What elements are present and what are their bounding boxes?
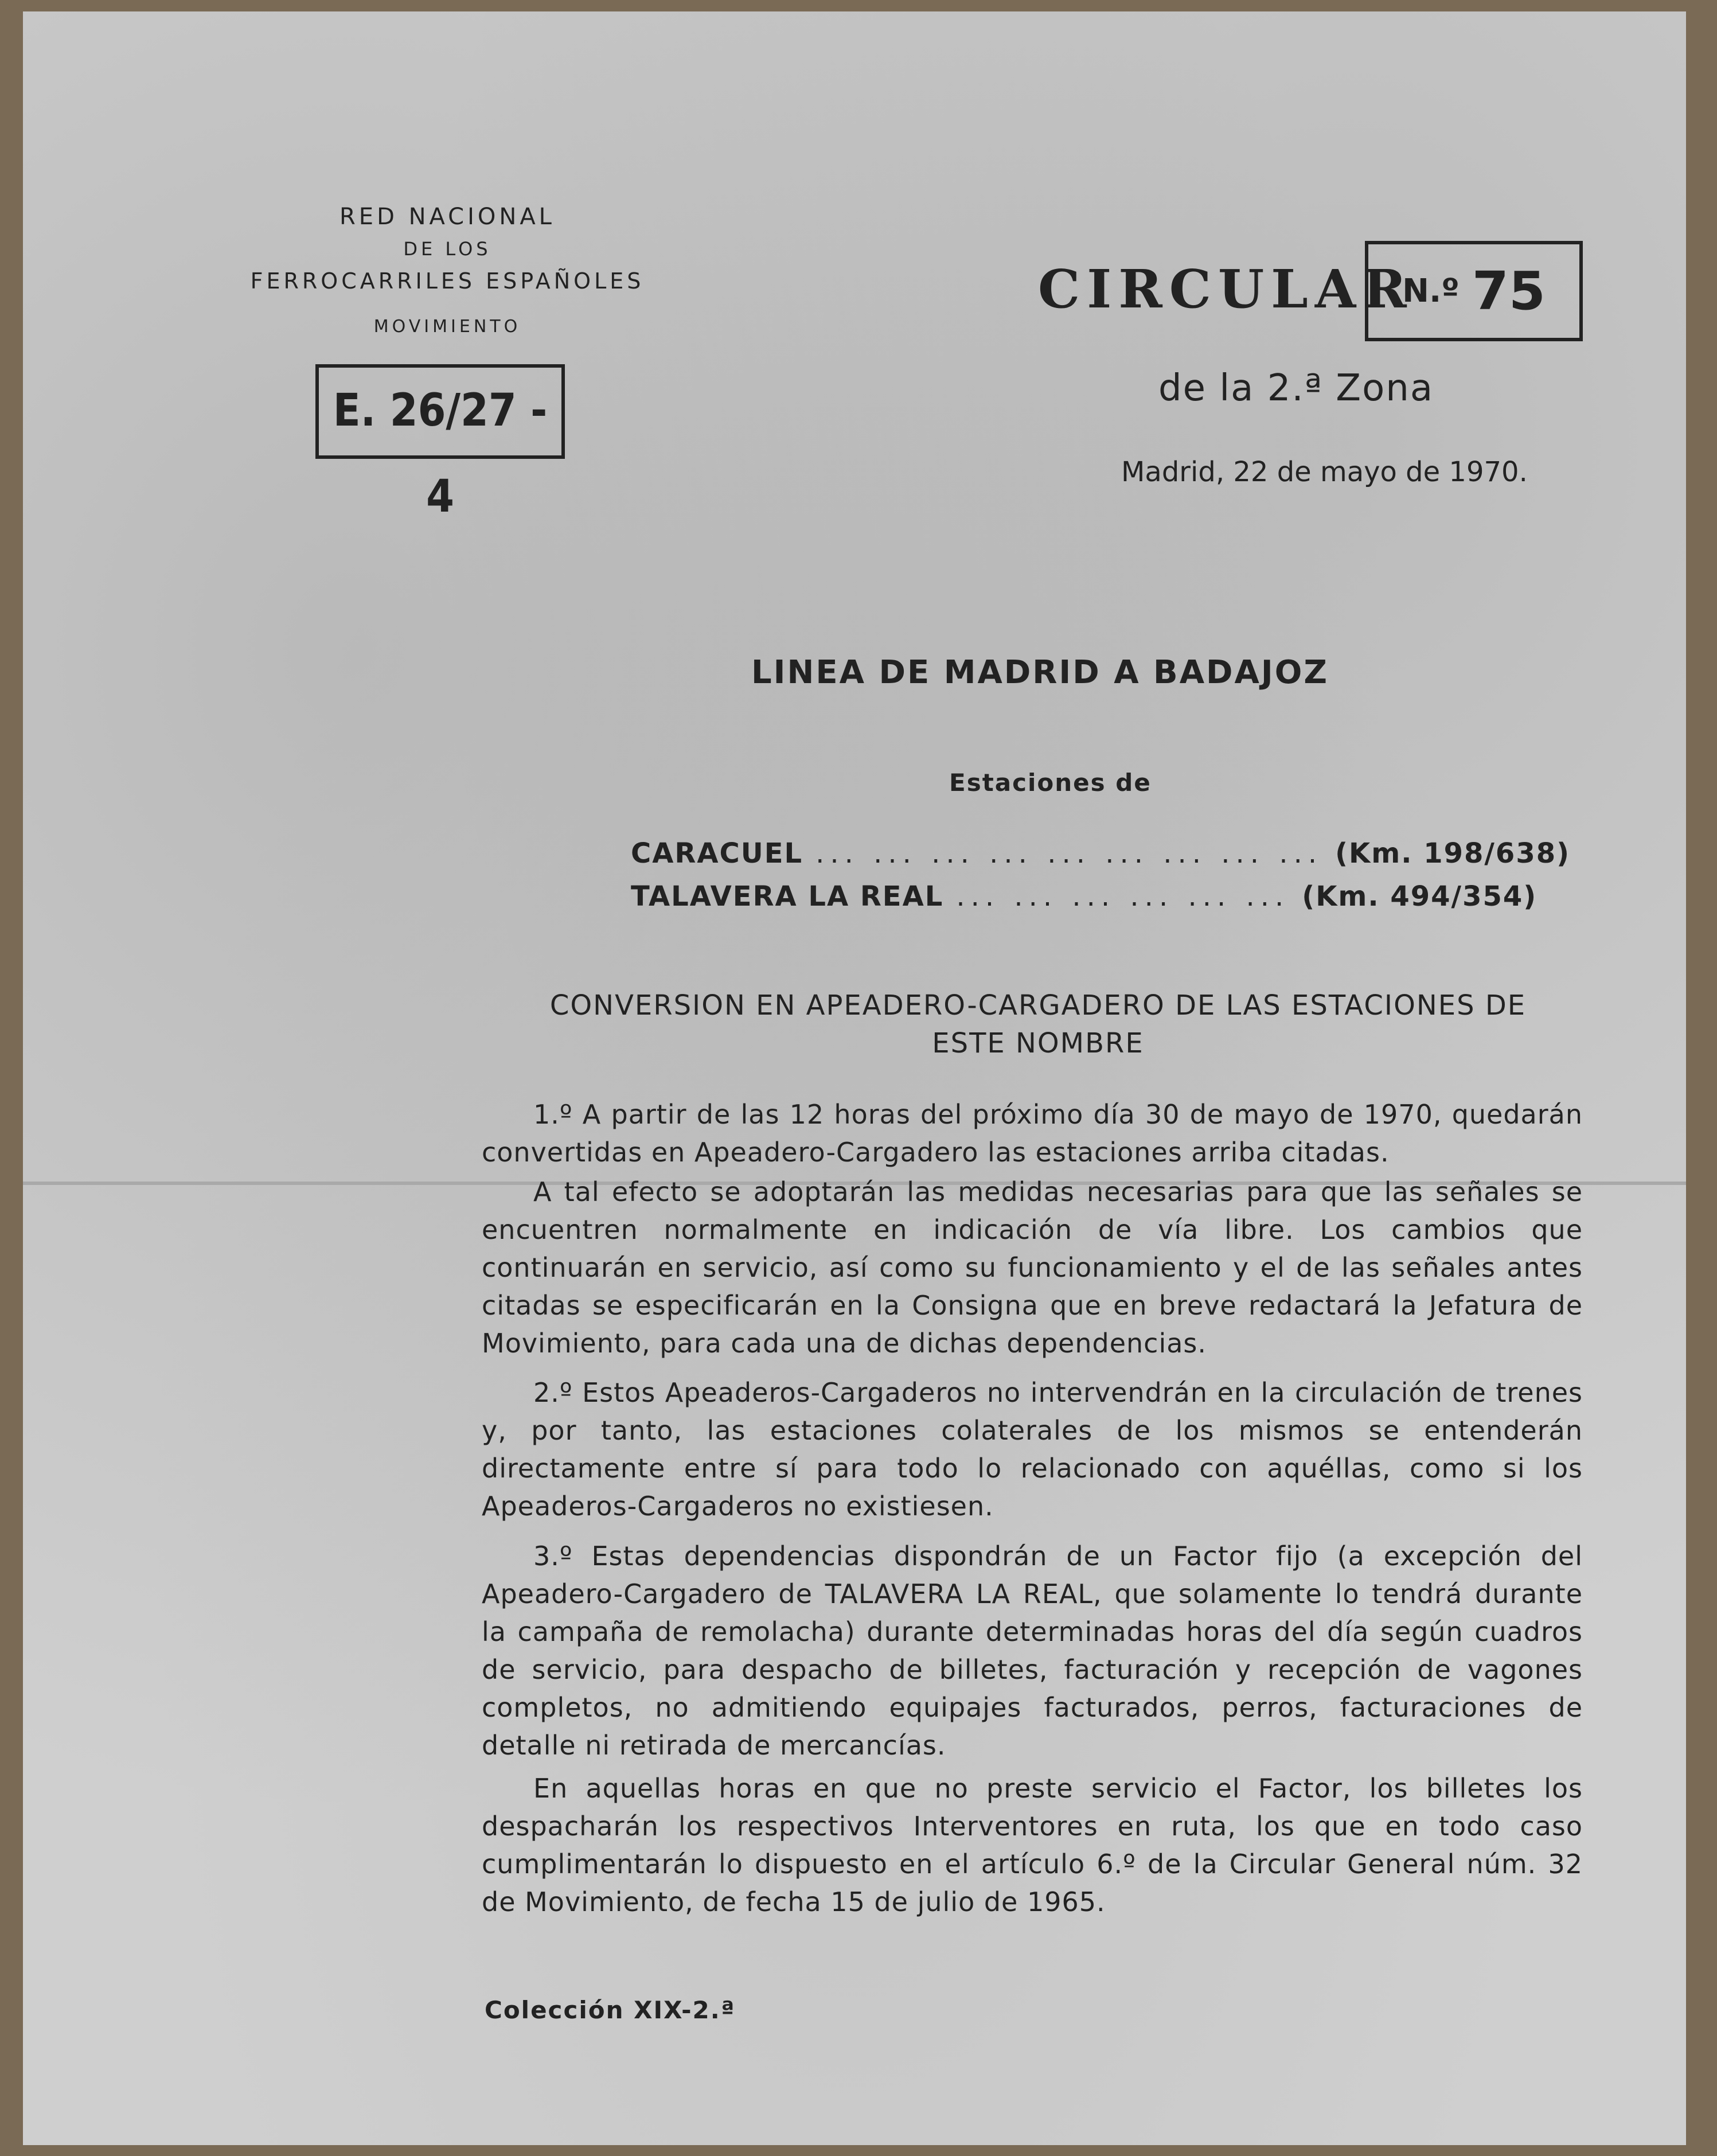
paragraph-text: En aquellas horas en que no preste servicio el Factor, los billetes los despacharán los respectivos Interventores en ruta, los que en todo caso cumplimentarán lo dispuesto en el artículo 6.º de la Circular General núm. 32 de Movimiento, de fecha 15 de julio de 1965. bbox=[482, 1773, 1583, 1917]
reference-code-box: E. 26/27 - 4 bbox=[315, 364, 565, 459]
station-km: (Km. 494/354) bbox=[1302, 880, 1538, 913]
railway-line-title: LINEA DE MADRID A BADAJOZ bbox=[751, 654, 1329, 691]
stations-heading: Estaciones de bbox=[949, 769, 1152, 797]
paragraph-2 bbox=[482, 1374, 1583, 1525]
leader-dots: ... ... ... ... ... ... ... ... ... bbox=[815, 837, 1323, 870]
conversion-heading bbox=[533, 987, 1543, 1062]
org-line-1: RED NACIONAL bbox=[340, 204, 555, 230]
station-row bbox=[631, 880, 1538, 913]
conversion-line-1: CONVERSION EN APEADERO-CARGADERO DE LAS ESTACIONES DE bbox=[549, 989, 1527, 1022]
paragraph-3 bbox=[482, 1537, 1583, 1764]
station-name: TALAVERA LA REAL bbox=[631, 880, 944, 913]
paragraph-1 bbox=[482, 1095, 1583, 1171]
paragraph-text: 3.º Estas dependencias dispondrán de un Factor fijo (a excepción del Apeadero-Cargadero de TALAVERA LA REAL, que solamente lo tendrá durante la campaña de remolacha) durante determinadas horas del día según cuadros de servicio, para despacho de billetes, facturación y recepción de vagones completos, no admitiendo equipajes facturados, perros, facturaciones de detalle ni retirada de mercancías. bbox=[482, 1541, 1583, 1761]
conversion-line-2: ESTE NOMBRE bbox=[932, 1027, 1144, 1059]
number-prefix: N.º bbox=[1402, 272, 1460, 310]
paragraph-1b bbox=[482, 1173, 1583, 1362]
organization-header bbox=[235, 201, 660, 343]
circular-title: CIRCULAR bbox=[1038, 258, 1414, 320]
zone-label: de la 2.ª Zona bbox=[1158, 367, 1434, 410]
station-row bbox=[631, 837, 1571, 870]
document-date: Madrid, 22 de mayo de 1970. bbox=[1121, 456, 1528, 488]
paragraph-text: 2.º Estos Apeaderos-Cargaderos no intervendrán en la circulación de trenes y, por tanto, las estaciones colaterales de los mismos se entenderán directamente entre sí para todo lo relacionado con aquéllas, como si los Apeaderos-Cargaderos no existiesen. bbox=[482, 1377, 1583, 1522]
org-department: MOVIMIENTO bbox=[373, 317, 521, 337]
station-name: CARACUEL bbox=[631, 837, 803, 870]
number-value: 75 bbox=[1472, 260, 1546, 322]
paragraph-text: 1.º A partir de las 12 horas del próximo día 30 de mayo de 1970, quedarán convertidas en Apeadero-Cargadero las estaciones arriba citadas. bbox=[482, 1099, 1583, 1168]
paragraph-3b bbox=[482, 1769, 1583, 1921]
circular-number-box bbox=[1365, 241, 1583, 341]
org-line-3: FERROCARRILES ESPAÑOLES bbox=[250, 268, 645, 294]
collection-label: Colección XIX-2.ª bbox=[485, 1996, 736, 2024]
document-page bbox=[23, 11, 1686, 2145]
org-line-2: DE LOS bbox=[403, 238, 491, 260]
leader-dots: ... ... ... ... ... ... bbox=[956, 880, 1290, 913]
paragraph-text: A tal efecto se adoptarán las medidas necesarias para que las señales se encuentren normalmente en indicación de vía libre. Los cambios que continuarán en servicio, así como su funcionamiento y el de las señales antes citadas se especificarán en la Consigna que en breve redactará la Jefatura de Movimiento, para cada una de dichas dependencias. bbox=[482, 1176, 1583, 1359]
station-km: (Km. 198/638) bbox=[1335, 837, 1571, 870]
